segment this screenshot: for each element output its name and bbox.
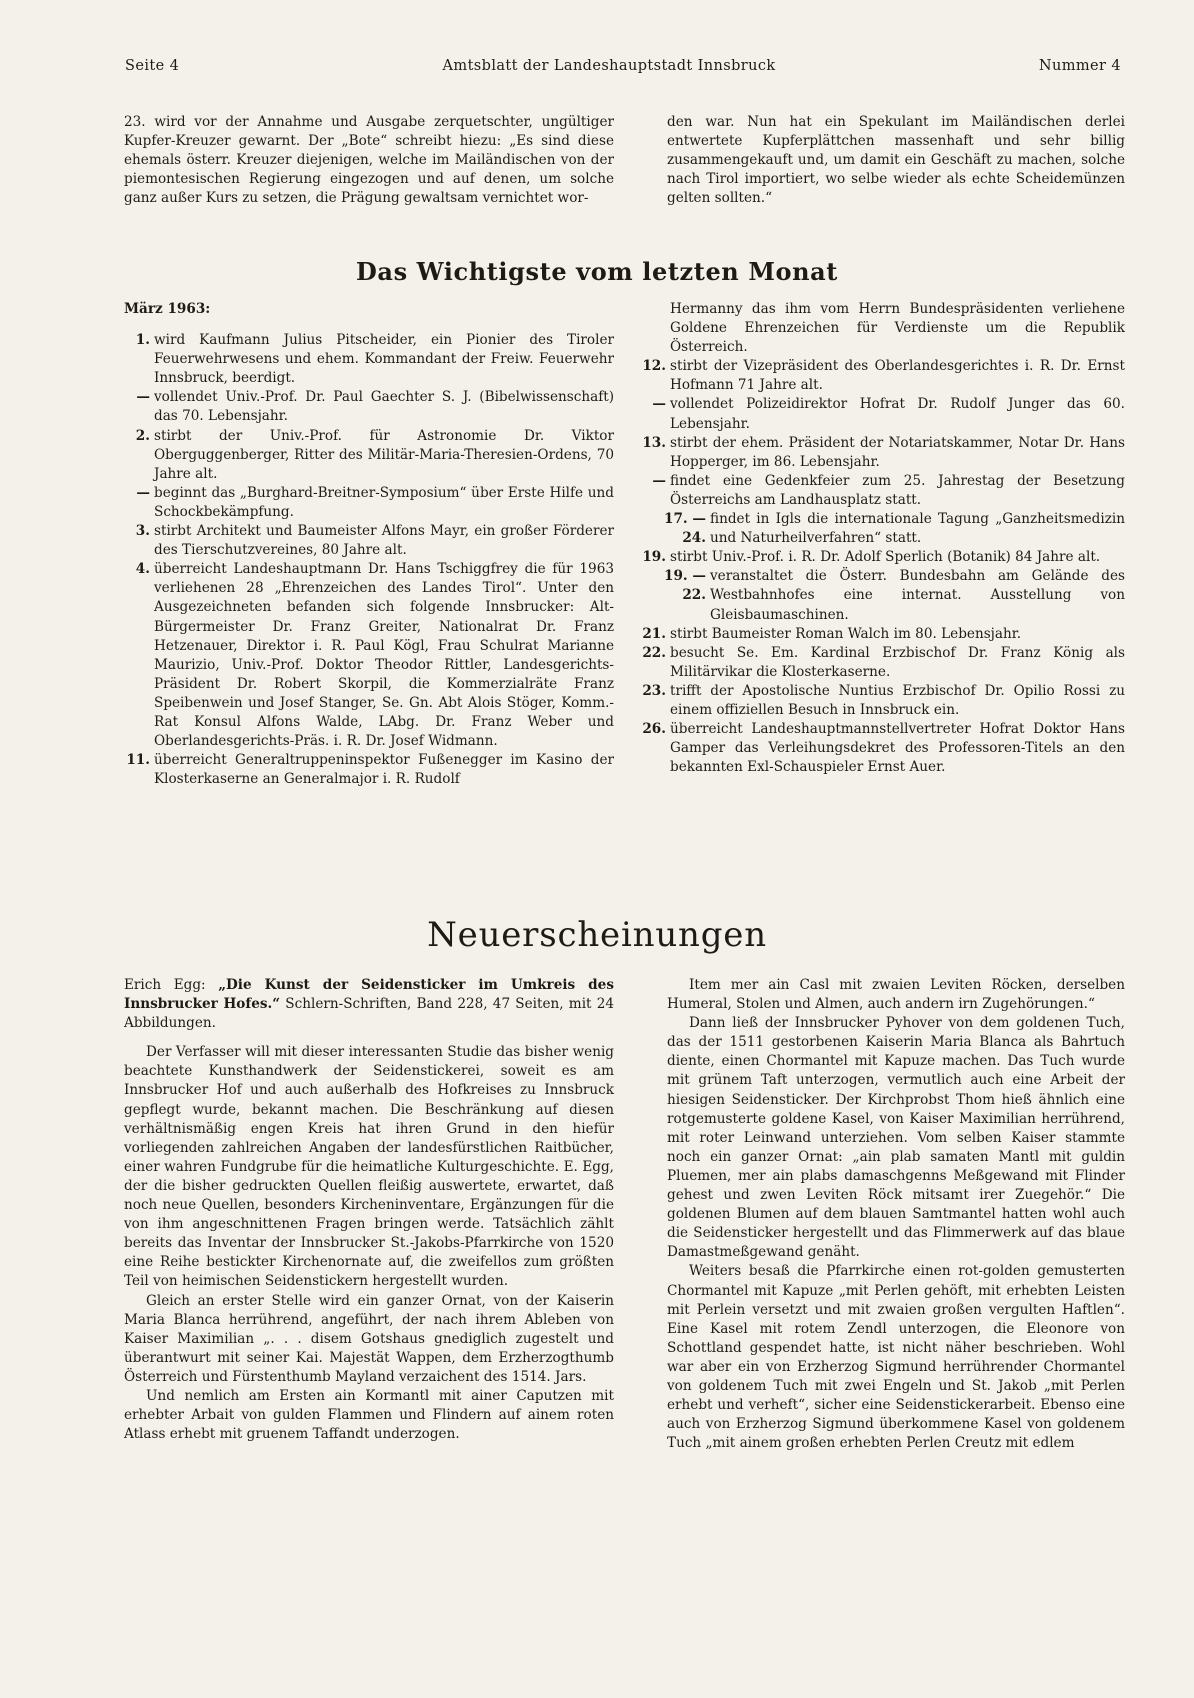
chronicle-entry [124,522,614,560]
book-citation [124,976,614,1033]
citation-details: Schlern-Schriften, Band 228, 47 Seiten, mit 24 Abbildungen. [124,996,615,1032]
entry-date: 22. [642,644,666,661]
entry-text: besucht Se. Em. Kardinal Erzbischof Dr. Franz König als Militärvikar die Klosterkaserne. [670,644,1125,680]
entry-text: wird Kaufmann Julius Pitscheider, ein Pionier des Tiroler Feuerwehrwesens und ehem. Kommandant der Freiw. Feuerwehr Innsbruck, beerdigt. [154,332,614,387]
chronicle-entry [124,427,614,484]
entry-date: 13. [642,434,666,451]
entry-text: veranstaltet die Österr. Bundesbahn am Gelände des Westbahnhofes eine internat. Ausstellung von Gleisbaumaschinen. [710,568,1125,623]
entry-date: 1. [135,332,150,349]
entry-date [640,300,670,357]
entry-text: stirbt Univ.-Prof. i. R. Dr. Adolf Sperlich (Botanik) 84 Jahre alt. [670,549,1101,566]
entry-date: — [136,484,150,501]
entry-date: 19. — 22. [664,568,706,604]
entry-text: stirbt Architekt und Baumeister Alfons Mayr, ein großer Förderer des Tierschutzvereines, 80 Jahre alt. [154,523,614,559]
entry-date: — [652,472,666,489]
entry-text: stirbt der Vizepräsident des Oberlandesgerichtes i. R. Dr. Ernst Hofmann 71 Jahre alt. [670,358,1125,394]
review-right-column [667,976,1125,1453]
section-title-new-publications: Neuerscheinungen [427,915,767,955]
entry-date: 26. [642,721,666,738]
entry-text: stirbt Baumeister Roman Walch im 80. Lebensjahr. [670,625,1022,642]
entry-date: 2. [135,427,150,444]
review-paragraph: Gleich an erster Stelle wird ein ganzer Ornat, von der Kaiserin Maria Blanca herrührend, angeführt, der nach ihrem Ableben von Kaiser Maximilian „. . . disem Gotshaus gnediglich zugestelt und überantwurt mit seiner Kai. Majestät Wappen, dem Erzherzogthumb Österreich und Fürstenthumb Mayland verzaichent des 1514. Jars. [124,1292,614,1385]
entry-text: Hermanny das ihm vom Herrn Bundespräsidenten verliehene Goldene Ehrenzeichen für Verdienste um die Republik Österreich. [670,301,1125,356]
review-paragraph: Weiters besaß die Pfarrkirche einen rot-golden gemusterten Chormantel mit Kapuze „mit Perlen gehöft, mit erhebten Leisten mit Perlein versetzt und mit zwaien großen vergulten Haftlen“. Eine Kasel mit rotem Zendl unterzogen, die Eleonore von Schottland gespendet hatte, ist nicht näher beschrieben. Wohl war aber ein von Erzherzog Sigmund herrührender Chormantel von goldenem Tuch mit zwei Engeln und St. Jakob „mit Perlen erhebt und verheft“, sicher eine Seidenstickerarbeit. Ebenso eine auch von Erzherzog Sigmund überkommene Kasel von goldenem Tuch „mit ainem großen erhebten Perlen Creutz mit edlem [667,1263,1125,1452]
entry-text: vollendet Univ.-Prof. Dr. Paul Gaechter S. J. (Bibelwissenschaft) das 70. Lebensjahr. [154,389,614,425]
page-number: Seite 4 [125,58,180,74]
review-left-column [124,976,614,1444]
entry-date: 17. — 24. [664,511,706,547]
chronicle-entry [640,395,1125,433]
entry-text: stirbt der ehem. Präsident der Notariatskammer, Notar Dr. Hans Hopperger, im 86. Lebensjahr. [670,434,1125,470]
chronicle-entry [640,644,1125,682]
chronicle-entry [640,472,1125,510]
chronicle-entry [640,357,1125,395]
entry-date: 21. [642,625,666,642]
chronicle-right-column [640,300,1125,777]
entry-date: — [652,396,666,413]
chronicle-entry [640,567,1125,624]
chronicle-entry [640,720,1125,777]
chronicle-entry [640,434,1125,472]
page-header [125,58,1121,80]
entry-text: findet in Igls die internationale Tagung „Ganzheitsmedizin und Naturheilverfahren“ statt. [710,511,1125,547]
top-article-left [124,113,614,208]
citation-author: Erich Egg: [124,977,206,993]
review-paragraph: Dann ließ der Innsbrucker Pyhover von dem goldenen Tuch, das der 1511 gestorbenen Kaiserin Maria Blanca als Bahrtuch diente, einen Chormantel mit Kapuze machen. Das Tuch wurde mit grünem Taft unterzogen, vermutlich auch eine Arbeit der hiesigen Seidensticker. Der Kirchprobst Thom hieß ähnlich eine rotgemusterte goldene Kasel, von Kaiser Maximilian herrührend, mit roter Leinwand unterziehen. Vom selben Kaiser stammte noch ein ganzer Ornat: „ain plab samaten Mantl mit guldin Pluemen, mer ain plabs damaschgenns Meßgewand mit Flinder gehest und zwen Leviten Röck mitsamt irer Zuegehör.“ Die goldenen Blumen auf dem blauen Samtmantel hatten wohl auch die Seidensticker hergestellt und das Flimmerwerk auf das blaue Damastmeßgewand genäht. [667,1015,1125,1261]
chronicle-entry [640,682,1125,720]
chronicle-entry [124,388,614,426]
entry-date: 3. [135,523,150,540]
review-paragraph: Und nemlich am Ersten ain Kormantl mit ainer Caputzen mit erhebter Arbait von gulden Flammen und Flindern auf ainem roten Atlass erhebt mit gruenem Taffandt underzogen. [124,1387,614,1443]
chronicle-entry [640,625,1125,644]
chronicle-entry [124,751,614,789]
top-article-left-text: 23. wird vor der Annahme und Ausgabe zerquetschter, ungültiger Kupfer-Kreuzer gewarnt. Der „Bote“ schreibt hiezu: „Es sind diese ehemals österr. Kreuzer diejenigen, welche im Mailändischen von der piemontesischen Regierung eingezogen und auf denen, um solche ganz außer Kurs zu setzen, die Prägung gewaltsam vernichtet wor- [124,114,614,207]
chronicle-entry [640,300,1125,357]
chronicle-entry [640,548,1125,567]
entry-text: überreicht Landeshauptmann Dr. Hans Tschiggfrey die für 1963 verliehenen 28 „Ehrenzeichen des Landes Tirol“. Unter den Ausgezeichneten befanden sich folgende Innsbrucker: Alt-Bürgermeister Dr. Franz Greiter, Nationalrat Dr. Franz Hetzenauer, Direktor i. R. Paul Kögl, Frau Schulrat Marianne Maurizio, Univ.-Prof. Doktor Theodor Rittler, Landesgerichts-Präsident Dr. Robert Skorpil, die Kommerzialräte Franz Speibenwein und Josef Stanger, Se. Gn. Abt Alois Stöger, Komm.-Rat Konsul Alfons Walde, LAbg. Dr. Franz Weber und Oberlandesgerichts-Präs. i. R. Dr. Josef Widmann. [154,561,614,750]
citation-title: „Die Kunst der Seidensticker im Umkreis des Innsbrucker Hofes.“ [124,977,614,1013]
top-article-right-text: den war. Nun hat ein Spekulant im Mailändischen derlei entwertete Kupferplättchen massenhaft und sehr billig zusammengekauft und, um damit ein Geschäft zu machen, solche nach Tirol importiert, wo selbe wieder als echte Scheidemünzen gelten sollten.“ [667,114,1125,207]
issue-number: Nummer 4 [1038,58,1121,74]
chronicle-entry [124,484,614,522]
chronicle-entry [124,331,614,388]
review-paragraph: Item mer ain Casl mit zwaien Leviten Röcken, derselben Humeral, Stolen und Almen, auch andern irn Zugehörungen.“ [667,977,1125,1013]
entry-text: findet eine Gedenkfeier zum 25. Jahrestag der Besetzung Österreichs am Landhausplatz statt. [670,472,1125,508]
publication-title: Amtsblatt der Landeshauptstadt Innsbruck [442,58,776,74]
chronicle-month: März 1963: [124,301,211,317]
entry-date: 19. [642,549,666,566]
entry-date: 11. [126,752,150,769]
review-paragraph: Der Verfasser will mit dieser interessanten Studie das bisher wenig beachtete Kunsthandwerk der Seidenstickerei, soweit es am Innsbrucker Hof und auch außerhalb des Hofkreises zu Innsbruck gepflegt wurde, bekannt machen. Die Beschränkung auf diesen verhältnismäßig engen Kreis hat ihren Grund in den hiefür vorliegenden zahlreichen Angaben der landesfürstlichen Raitbücher, einer wahren Fundgrube für die heimatliche Kulturgeschichte. E. Egg, der die bisher gedruckten Quellen fleißig auswertete, erwartet, daß noch neue Quellen, besonders Kircheninventare, Ergänzungen für die von ihm angeschnittenen Fragen bringen werde. Tatsächlich zählt bereits das Inventar der Innsbrucker St.-Jakobs-Pfarrkirche von 1520 eine Reihe bestickter Kirchenornate auf, die zweifellos zum größten Teil von heimischen Seidenstickern hergestellt wurden. [124,1044,614,1290]
entry-text: vollendet Polizeidirektor Hofrat Dr. Rudolf Junger das 60. Lebensjahr. [670,396,1125,432]
top-article-right [667,113,1125,208]
entry-date: — [136,389,150,406]
chronicle-entry [640,510,1125,548]
chronicle-entry [124,560,614,751]
entry-text: überreicht Generaltruppeninspektor Fußenegger im Kasino der Klosterkaserne an Generalmajor i. R. Rudolf [154,752,614,788]
entry-text: beginnt das „Burghard-Breitner-Symposium“ über Erste Hilfe und Schockbekämpfung. [154,484,614,520]
entry-date: 4. [135,561,150,578]
chronicle-left-column [124,300,614,789]
section-title-chronicle: Das Wichtigste vom letzten Monat [356,257,838,286]
entry-text: überreicht Landeshauptmannstellvertreter Hofrat Doktor Hans Gamper das Verleihungsdekret des Professoren-Titels an den bekannten Exl-Schauspieler Ernst Auer. [670,721,1125,776]
entry-date: 12. [642,358,666,375]
entry-text: trifft der Apostolische Nuntius Erzbischof Dr. Opilio Rossi zu einem offiziellen Besuch in Innsbruck ein. [670,682,1125,718]
entry-text: stirbt der Univ.-Prof. für Astronomie Dr. Viktor Oberguggenberger, Ritter des Militär-Maria-Theresien-Ordens, 70 Jahre alt. [154,427,614,482]
entry-date: 23. [642,682,666,699]
